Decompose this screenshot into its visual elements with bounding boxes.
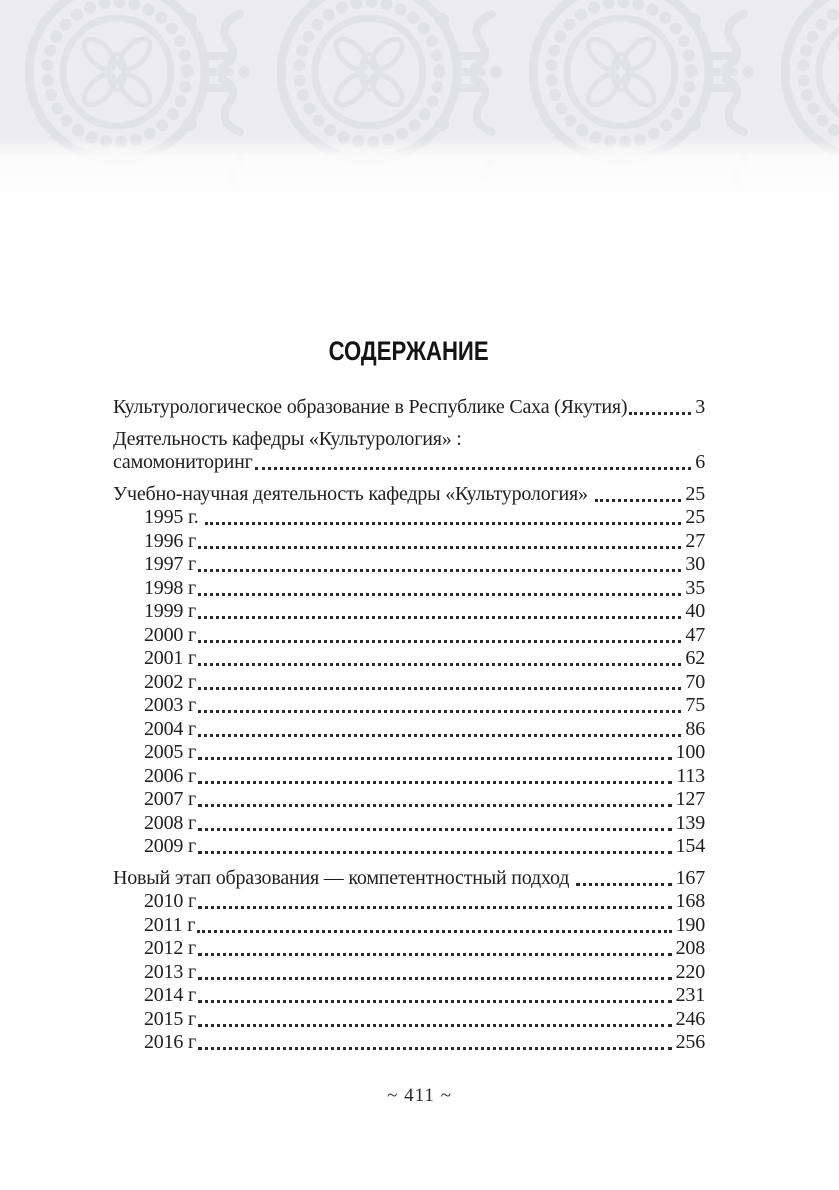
toc-entry-text: 1997 г (144, 553, 197, 575)
toc-entry (113, 694, 705, 718)
dot-leader (198, 734, 681, 737)
toc-entry (113, 483, 705, 507)
toc-entry-page-number: 30 (685, 553, 705, 575)
dot-leader (198, 640, 681, 643)
toc-entry-page-number: 25 (685, 482, 705, 505)
toc-entry-text: Культурологическое образование в Республике Саха (Якутия) (113, 396, 628, 418)
toc-entry-text: 1999 г (144, 600, 197, 622)
toc-entry-text: 2016 г (144, 1031, 197, 1053)
dot-leader (198, 851, 672, 854)
dot-leader (198, 663, 681, 666)
toc-entry-text: 2000 г (144, 623, 197, 646)
toc-entry-text: 2006 г (144, 764, 197, 787)
toc-entry-text: 2002 г (144, 670, 197, 693)
toc-entry-text: 2011 г (144, 913, 196, 936)
toc-entry-page-number: 167 (675, 866, 705, 889)
toc-entry (113, 530, 705, 554)
dot-leader (629, 412, 691, 415)
toc-entry-text: 1998 г (144, 576, 197, 599)
ornament-pattern (0, 0, 839, 248)
toc-entry-page-number: 168 (675, 890, 705, 912)
toc-entry-text: 2012 г (144, 937, 197, 959)
dot-leader (198, 546, 681, 549)
toc-entry (113, 718, 705, 742)
toc-entry (113, 788, 705, 812)
toc-entry (113, 890, 705, 914)
toc-entry-page-number: 113 (676, 764, 705, 787)
dot-leader (198, 804, 672, 807)
dot-leader (198, 710, 681, 713)
toc-entry (113, 961, 705, 985)
toc-entry-page-number: 35 (685, 576, 705, 599)
toc-entry (113, 937, 705, 961)
dot-leader (198, 569, 681, 572)
dot-leader (255, 467, 692, 470)
dot-leader (198, 1000, 672, 1003)
toc-list (113, 396, 705, 1055)
toc-entry-page-number: 154 (675, 835, 705, 857)
toc-entry-page-number: 208 (675, 937, 705, 959)
toc-entry-page-number: 86 (685, 717, 705, 740)
toc-entry (113, 396, 705, 420)
toc-entry-text: Учебно-научная деятельность кафедры «Культурология» (113, 482, 593, 505)
toc-entry-page-number: 75 (685, 694, 705, 716)
toc-entry (113, 671, 705, 695)
toc-entry (113, 984, 705, 1008)
toc-entry-page-number: 40 (685, 600, 705, 622)
dot-leader (198, 593, 681, 596)
toc-entry-page-number: 246 (675, 1007, 705, 1030)
toc-entry (113, 914, 705, 938)
toc-entry-text: 2009 г (144, 835, 197, 857)
dot-leader (198, 906, 672, 909)
toc-entry-text: 2003 г (144, 694, 197, 716)
dot-leader (595, 499, 682, 502)
dot-leader (198, 1024, 672, 1027)
toc-entry-page-number: 25 (685, 506, 705, 528)
toc-entry-text: 2007 г (144, 788, 197, 810)
page-title (113, 336, 705, 367)
toc-entry-text: самомониторинг (113, 451, 253, 473)
dot-leader (198, 1047, 672, 1050)
dot-leader (198, 977, 672, 980)
toc-entry-page-number: 220 (675, 960, 705, 983)
toc-entry-text: 2014 г (144, 984, 197, 1006)
toc-entry (113, 553, 705, 577)
toc-entry-page-number: 47 (685, 623, 705, 646)
toc-entry (113, 624, 705, 648)
dot-leader (198, 781, 672, 784)
toc-entry-page-number: 127 (675, 788, 705, 810)
dot-leader (198, 757, 672, 760)
toc-entry-page-number: 70 (685, 670, 705, 693)
toc-entry (113, 812, 705, 836)
folio-page-number: ~ 411 ~ (387, 1085, 452, 1106)
toc-entry-text: 2015 г (144, 1007, 197, 1030)
dot-leader (198, 687, 681, 690)
toc-entry (113, 741, 705, 765)
toc-entry-text: 2004 г (144, 717, 197, 740)
toc-entry-text: 2008 г (144, 811, 197, 834)
toc-entry-page-number: 190 (675, 913, 705, 936)
dot-leader (197, 930, 671, 933)
toc-entry (113, 765, 705, 789)
toc-entry (113, 867, 705, 891)
toc-entry-text: 1996 г (144, 529, 197, 552)
toc-entry (113, 428, 705, 452)
toc-entry-page-number: 139 (675, 811, 705, 834)
toc-entry-page-number: 62 (685, 647, 705, 669)
toc-entry-page-number: 100 (675, 741, 705, 763)
toc-entry-page-number: 3 (695, 396, 705, 418)
dot-leader (198, 828, 672, 831)
dot-leader (198, 953, 672, 956)
dot-leader (576, 883, 672, 886)
toc-entry (113, 451, 705, 475)
toc-entry-text: 2013 г (144, 960, 197, 983)
toc-entry-text: Новый этап образования — компетентностный подход (113, 866, 575, 889)
dot-leader (205, 522, 681, 525)
page-title-text: СОДЕРЖАНИЕ (328, 336, 490, 366)
toc-entry-text: 1995 г. (144, 506, 204, 528)
toc-entry (113, 600, 705, 624)
toc-entry-text: 2010 г (144, 890, 197, 912)
toc-entry-page-number: 27 (685, 529, 705, 552)
toc-entry (113, 1008, 705, 1032)
toc-entry-text: Деятельность кафедры «Культурология» : (113, 427, 462, 450)
toc-entry (113, 1031, 705, 1055)
toc-entry (113, 835, 705, 859)
toc-entry-text: 2005 г (144, 741, 197, 763)
toc-entry-text: 2001 г (144, 647, 197, 669)
toc-entry-page-number: 6 (695, 451, 705, 473)
ornament-header-band (0, 0, 839, 248)
toc-entry (113, 506, 705, 530)
toc-entry (113, 577, 705, 601)
toc-entry (113, 647, 705, 671)
toc-entry-page-number: 231 (675, 984, 705, 1006)
dot-leader (198, 616, 681, 619)
toc-entry-page-number: 256 (675, 1031, 705, 1053)
